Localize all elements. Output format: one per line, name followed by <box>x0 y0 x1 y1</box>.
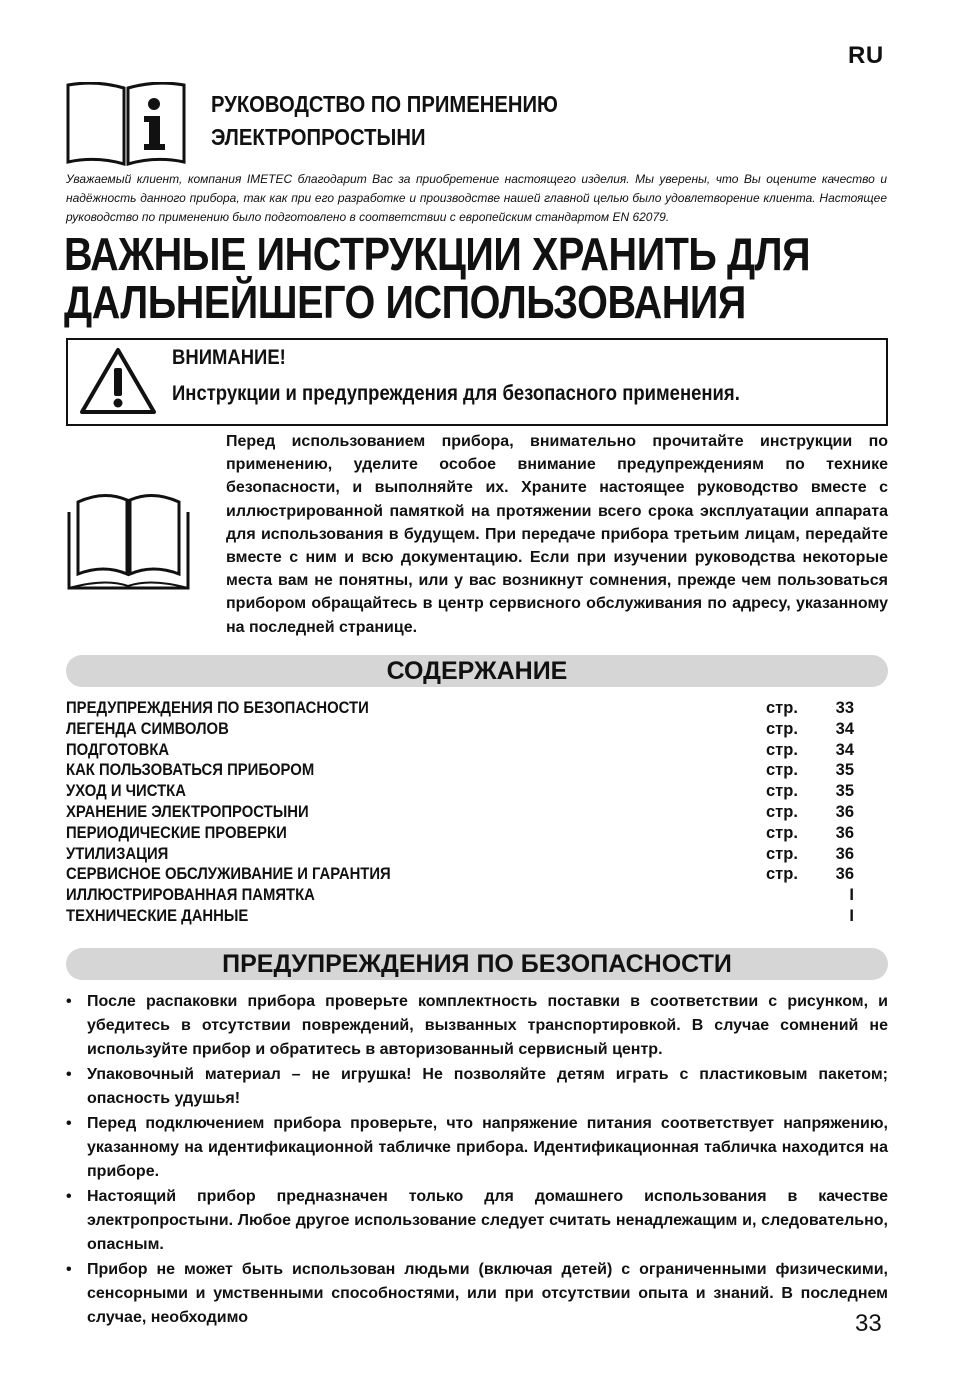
safety-list <box>66 990 888 1331</box>
toc-row <box>66 802 854 823</box>
language-code: RU <box>848 42 884 69</box>
toc-page-prefix: стр. <box>766 761 798 780</box>
toc-page-number: I <box>849 906 854 925</box>
toc-page-number: 36 <box>835 844 854 863</box>
list-item <box>66 1185 888 1257</box>
main-heading-line1: ВАЖНЫЕ ИНСТРУКЦИИ ХРАНИТЬ ДЛЯ <box>64 228 811 280</box>
toc-page-number: 36 <box>835 865 854 884</box>
toc-row <box>66 823 854 844</box>
page-number: 33 <box>855 1310 882 1337</box>
toc-entry-title: СЕРВИСНОЕ ОБСЛУЖИВАНИЕ И ГАРАНТИЯ <box>66 865 391 884</box>
list-item-text: Упаковочный материал – не игрушка! Не позволяйте детям играть с пластиковым пакетом; опасность удушья! <box>87 1066 888 1107</box>
toc-page-prefix: стр. <box>766 823 798 842</box>
warning-title: ВНИМАНИЕ! <box>172 346 286 369</box>
toc-row <box>66 698 854 719</box>
guide-title-line2: ЭЛЕКТРОПРОСТЫНИ <box>211 124 426 150</box>
toc-page-prefix: стр. <box>766 782 798 801</box>
list-item <box>66 1112 888 1184</box>
toc-page-number: 35 <box>835 761 854 780</box>
table-of-contents <box>66 698 854 927</box>
toc-entry-title: УТИЛИЗАЦИЯ <box>66 844 169 863</box>
contents-heading: СОДЕРЖАНИЕ <box>66 655 888 687</box>
toc-page-number: 36 <box>835 802 854 821</box>
list-item-text: После распаковки прибора проверьте комплектность поставки в соответствии с рисунком, и убедитесь в отсутствии повреждений, вызванных транспортировкой. В случае сомнений не используйте прибор и обратитесь в авторизованный сервисный центр. <box>87 993 888 1058</box>
toc-entry-title: ПРЕДУПРЕЖДЕНИЯ ПО БЕЗОПАСНОСТИ <box>66 699 369 717</box>
toc-row <box>66 719 854 740</box>
toc-row <box>66 760 854 781</box>
info-book-icon <box>66 82 186 166</box>
toc-entry-title: ПОДГОТОВКА <box>66 740 170 759</box>
bullet-marker: • <box>66 1066 72 1083</box>
guide-title-line1: РУКОВОДСТВО ПО ПРИМЕНЕНИЮ <box>211 91 558 117</box>
main-heading-line2: ДАЛЬНЕЙШЕГО ИСПОЛЬЗОВАНИЯ <box>64 276 746 328</box>
toc-entry-title: ЛЕГЕНДА СИМВОЛОВ <box>66 719 229 738</box>
open-book-icon <box>66 488 191 592</box>
list-item <box>66 1258 888 1330</box>
list-item-text: Настоящий прибор предназначен только для домашнего использования в качестве электропростыни. Любое другое использование следует считать ненадлежащим и, следовательно, опасным. <box>87 1188 888 1253</box>
bullet-marker: • <box>66 1188 72 1205</box>
warning-triangle-icon <box>78 346 158 416</box>
toc-row <box>66 781 854 802</box>
toc-page-number: 34 <box>835 740 854 759</box>
toc-page-prefix: стр. <box>766 719 798 738</box>
toc-page-number: I <box>849 886 854 905</box>
list-item-text: Перед подключением прибора проверьте, что напряжение питания соответствует напряжению, указанному на идентификационной табличке прибора. Идентификационная табличка находится на приборе. <box>87 1115 888 1180</box>
toc-entry-title: ИЛЛЮСТРИРОВАННАЯ ПАМЯТКА <box>66 886 315 905</box>
guide-title <box>211 88 558 154</box>
list-item <box>66 990 888 1062</box>
warning-subtitle: Инструкции и предупреждения для безопасного применения. <box>172 382 740 405</box>
list-item <box>66 1063 888 1111</box>
toc-entry-title: КАК ПОЛЬЗОВАТЬСЯ ПРИБОРОМ <box>66 761 315 780</box>
toc-page-prefix: стр. <box>766 740 798 759</box>
toc-page-number: 36 <box>835 823 854 842</box>
toc-page-number: 33 <box>835 699 854 717</box>
bullet-marker: • <box>66 1261 72 1278</box>
toc-row <box>66 906 854 927</box>
toc-page-prefix: стр. <box>766 844 798 863</box>
toc-page-number: 35 <box>835 782 854 801</box>
instructions-paragraph: Перед использованием прибора, внимательно прочитайте инструкции по применению, уделите особое внимание предупреждениям по технике безопасности, и выполняйте их. Храните настоящее руководство вместе с иллюстрированной памяткой на протяжении всего срока эксплуатации аппарата для использования в будущем. При передаче прибора третьим лицам, передайте вместе с ним и всю документацию. Если при изучении руководства некоторые места вам не понятны, или у вас возникнут сомнения, прежде чем пользоваться прибором обращайтесь в центр сервисного обслуживания по адресу, указанному на последней странице. <box>226 433 888 636</box>
toc-entry-title: ТЕХНИЧЕСКИЕ ДАННЫЕ <box>66 906 249 925</box>
toc-entry-title: ХРАНЕНИЕ ЭЛЕКТРОПРОСТЫНИ <box>66 802 309 821</box>
intro-paragraph: Уважаемый клиент, компания IMETEC благодарит Вас за приобретение настоящего изделия. Мы уверены, что Вы оцените качество и надёжность данного прибора, так как при его разработке и производстве нашей главной целью было удовлетворение клиента. Настоящее руководство по применению было подготовлено в соответствии с европейским стандартом EN 62079. <box>66 172 887 224</box>
main-heading <box>64 230 810 326</box>
toc-entry-title: ПЕРИОДИЧЕСКИЕ ПРОВЕРКИ <box>66 823 287 842</box>
toc-page-prefix: стр. <box>766 802 798 821</box>
toc-entry-title: УХОД И ЧИСТКА <box>66 782 186 801</box>
toc-row <box>66 885 854 906</box>
bullet-marker: • <box>66 1115 72 1132</box>
toc-page-number: 34 <box>835 719 854 738</box>
toc-row <box>66 844 854 865</box>
list-item-text: Прибор не может быть использован людьми (включая детей) с ограниченными физическими, сенсорными и умственными способностями, или при отсутствии опыта и знаний. В последнем случае, необходимо <box>87 1261 888 1326</box>
toc-page-prefix: стр. <box>766 699 798 717</box>
safety-heading: ПРЕДУПРЕЖДЕНИЯ ПО БЕЗОПАСНОСТИ <box>66 948 888 980</box>
toc-page-prefix: стр. <box>766 865 798 884</box>
toc-row <box>66 864 854 885</box>
toc-row <box>66 740 854 761</box>
bullet-marker: • <box>66 993 72 1010</box>
